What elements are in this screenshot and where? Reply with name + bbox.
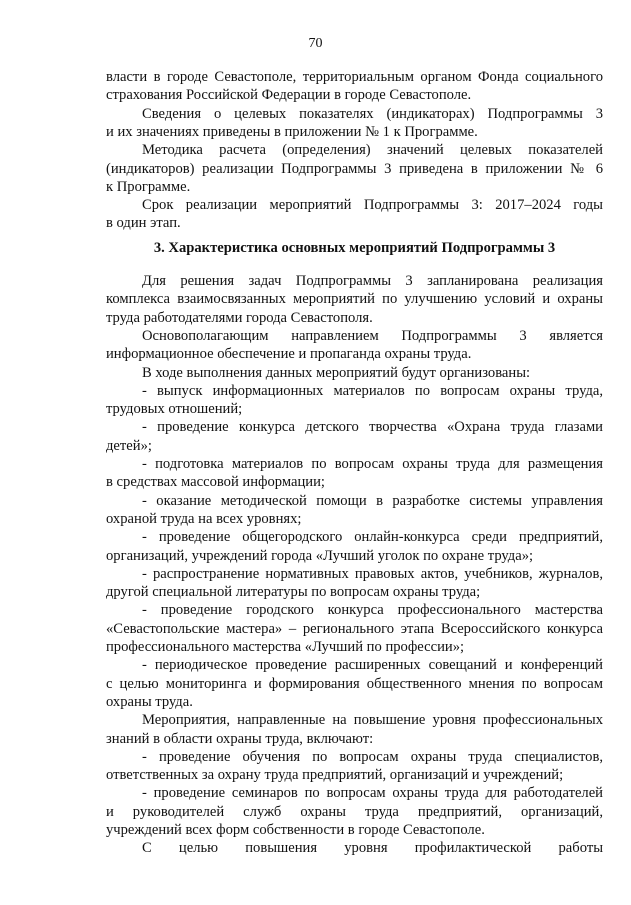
text-line: информационное обеспечение и пропаганда охраны труда. bbox=[106, 346, 472, 363]
text-line: С целью повышения уровня профилактической работы bbox=[142, 840, 603, 857]
text-line: учреждений всех форм собственности в городе Севастополе. bbox=[106, 822, 485, 838]
text-line: в один этап. bbox=[106, 215, 181, 232]
text-line: - проведение городского конкурса профессионального мастерства bbox=[142, 602, 603, 619]
text-line: и руководителей служб охраны труда предприятий, организаций, bbox=[106, 803, 603, 820]
text-line: - проведение конкурса детского творчества «Охрана труда глазами bbox=[142, 419, 603, 436]
text-line: (индикаторов) реализации Подпрограммы 3 приведена в приложении № 6 bbox=[106, 160, 603, 177]
page-number: 70 bbox=[308, 36, 323, 51]
text-line: комплекса взаимосвязанных мероприятий по улучшению условий и охраны bbox=[106, 291, 603, 308]
text-line: знаний в области охраны труда, включают: bbox=[106, 730, 374, 747]
text-line: Срок реализации мероприятий Подпрограммы 3: 2017–2024 годы bbox=[142, 197, 603, 214]
text-line: охраны труда. bbox=[106, 693, 193, 710]
text-line: охраной труда на всех уровнях; bbox=[106, 510, 302, 527]
text-line: власти в городе Севастополе, территориальным органом Фонда социального bbox=[106, 69, 603, 85]
text-line: страхования Российской Федерации в городе Севастополе. bbox=[106, 87, 472, 104]
text-line: - проведение семинаров по вопросам охраны труда для работодателей bbox=[142, 785, 603, 802]
text-line: трудовых отношений; bbox=[106, 401, 243, 418]
text-line: Методика расчета (определения) значений целевых показателей bbox=[142, 142, 603, 159]
text-line: Основополагающим направлением Подпрограммы 3 является bbox=[142, 327, 603, 344]
text-line: профессионального мастерства «Лучший по профессии»; bbox=[106, 639, 465, 655]
text-line: - распространение нормативных правовых актов, учебников, журналов, bbox=[142, 565, 603, 582]
text-line: и их значениях приведены в приложении № 1 к Программе. bbox=[106, 123, 478, 140]
text-line: Для решения задач Подпрограммы 3 запланирована реализация bbox=[142, 273, 603, 289]
text-line: ответственных за охрану труда предприятий, организаций и учреждений; bbox=[106, 767, 564, 784]
text-line: к Программе. bbox=[106, 178, 191, 195]
text-line: в средствах массовой информации; bbox=[106, 474, 325, 491]
text-line: - периодическое проведение расширенных совещаний и конференций bbox=[142, 657, 603, 674]
text-line: «Севастопольские мастера» – регионального этапа Всероссийского конкурса bbox=[106, 620, 603, 637]
section-heading: 3. Характеристика основных мероприятий Подпрограммы 3 bbox=[153, 240, 556, 256]
text-line: другой специальной литературы по вопросам охраны труда; bbox=[106, 584, 481, 601]
text-line: - проведение общегородского онлайн-конкурса среди предприятий, bbox=[142, 529, 603, 546]
text-line: - подготовка материалов по вопросам охраны труда для размещения bbox=[142, 456, 603, 472]
text-line: с целью мониторинга и формирования общественного мнения по вопросам bbox=[106, 675, 603, 692]
text-line: - проведение обучения по вопросам охраны труда специалистов, bbox=[142, 748, 603, 765]
text-line: Мероприятия, направленные на повышение уровня профессиональных bbox=[142, 712, 603, 729]
text-line: - оказание методической помощи в разработке системы управления bbox=[142, 492, 603, 509]
text-line: - выпуск информационных материалов по вопросам охраны труда, bbox=[142, 382, 603, 399]
text-line: детей»; bbox=[106, 437, 152, 454]
text-line: Сведения о целевых показателях (индикаторах) Подпрограммы 3 bbox=[142, 105, 603, 122]
text-line: труда работодателями города Севастополя. bbox=[106, 309, 373, 326]
text-line: В ходе выполнения данных мероприятий будут организованы: bbox=[142, 364, 531, 381]
text-line: организаций, учреждений города «Лучший уголок по охране труда»; bbox=[106, 547, 534, 564]
